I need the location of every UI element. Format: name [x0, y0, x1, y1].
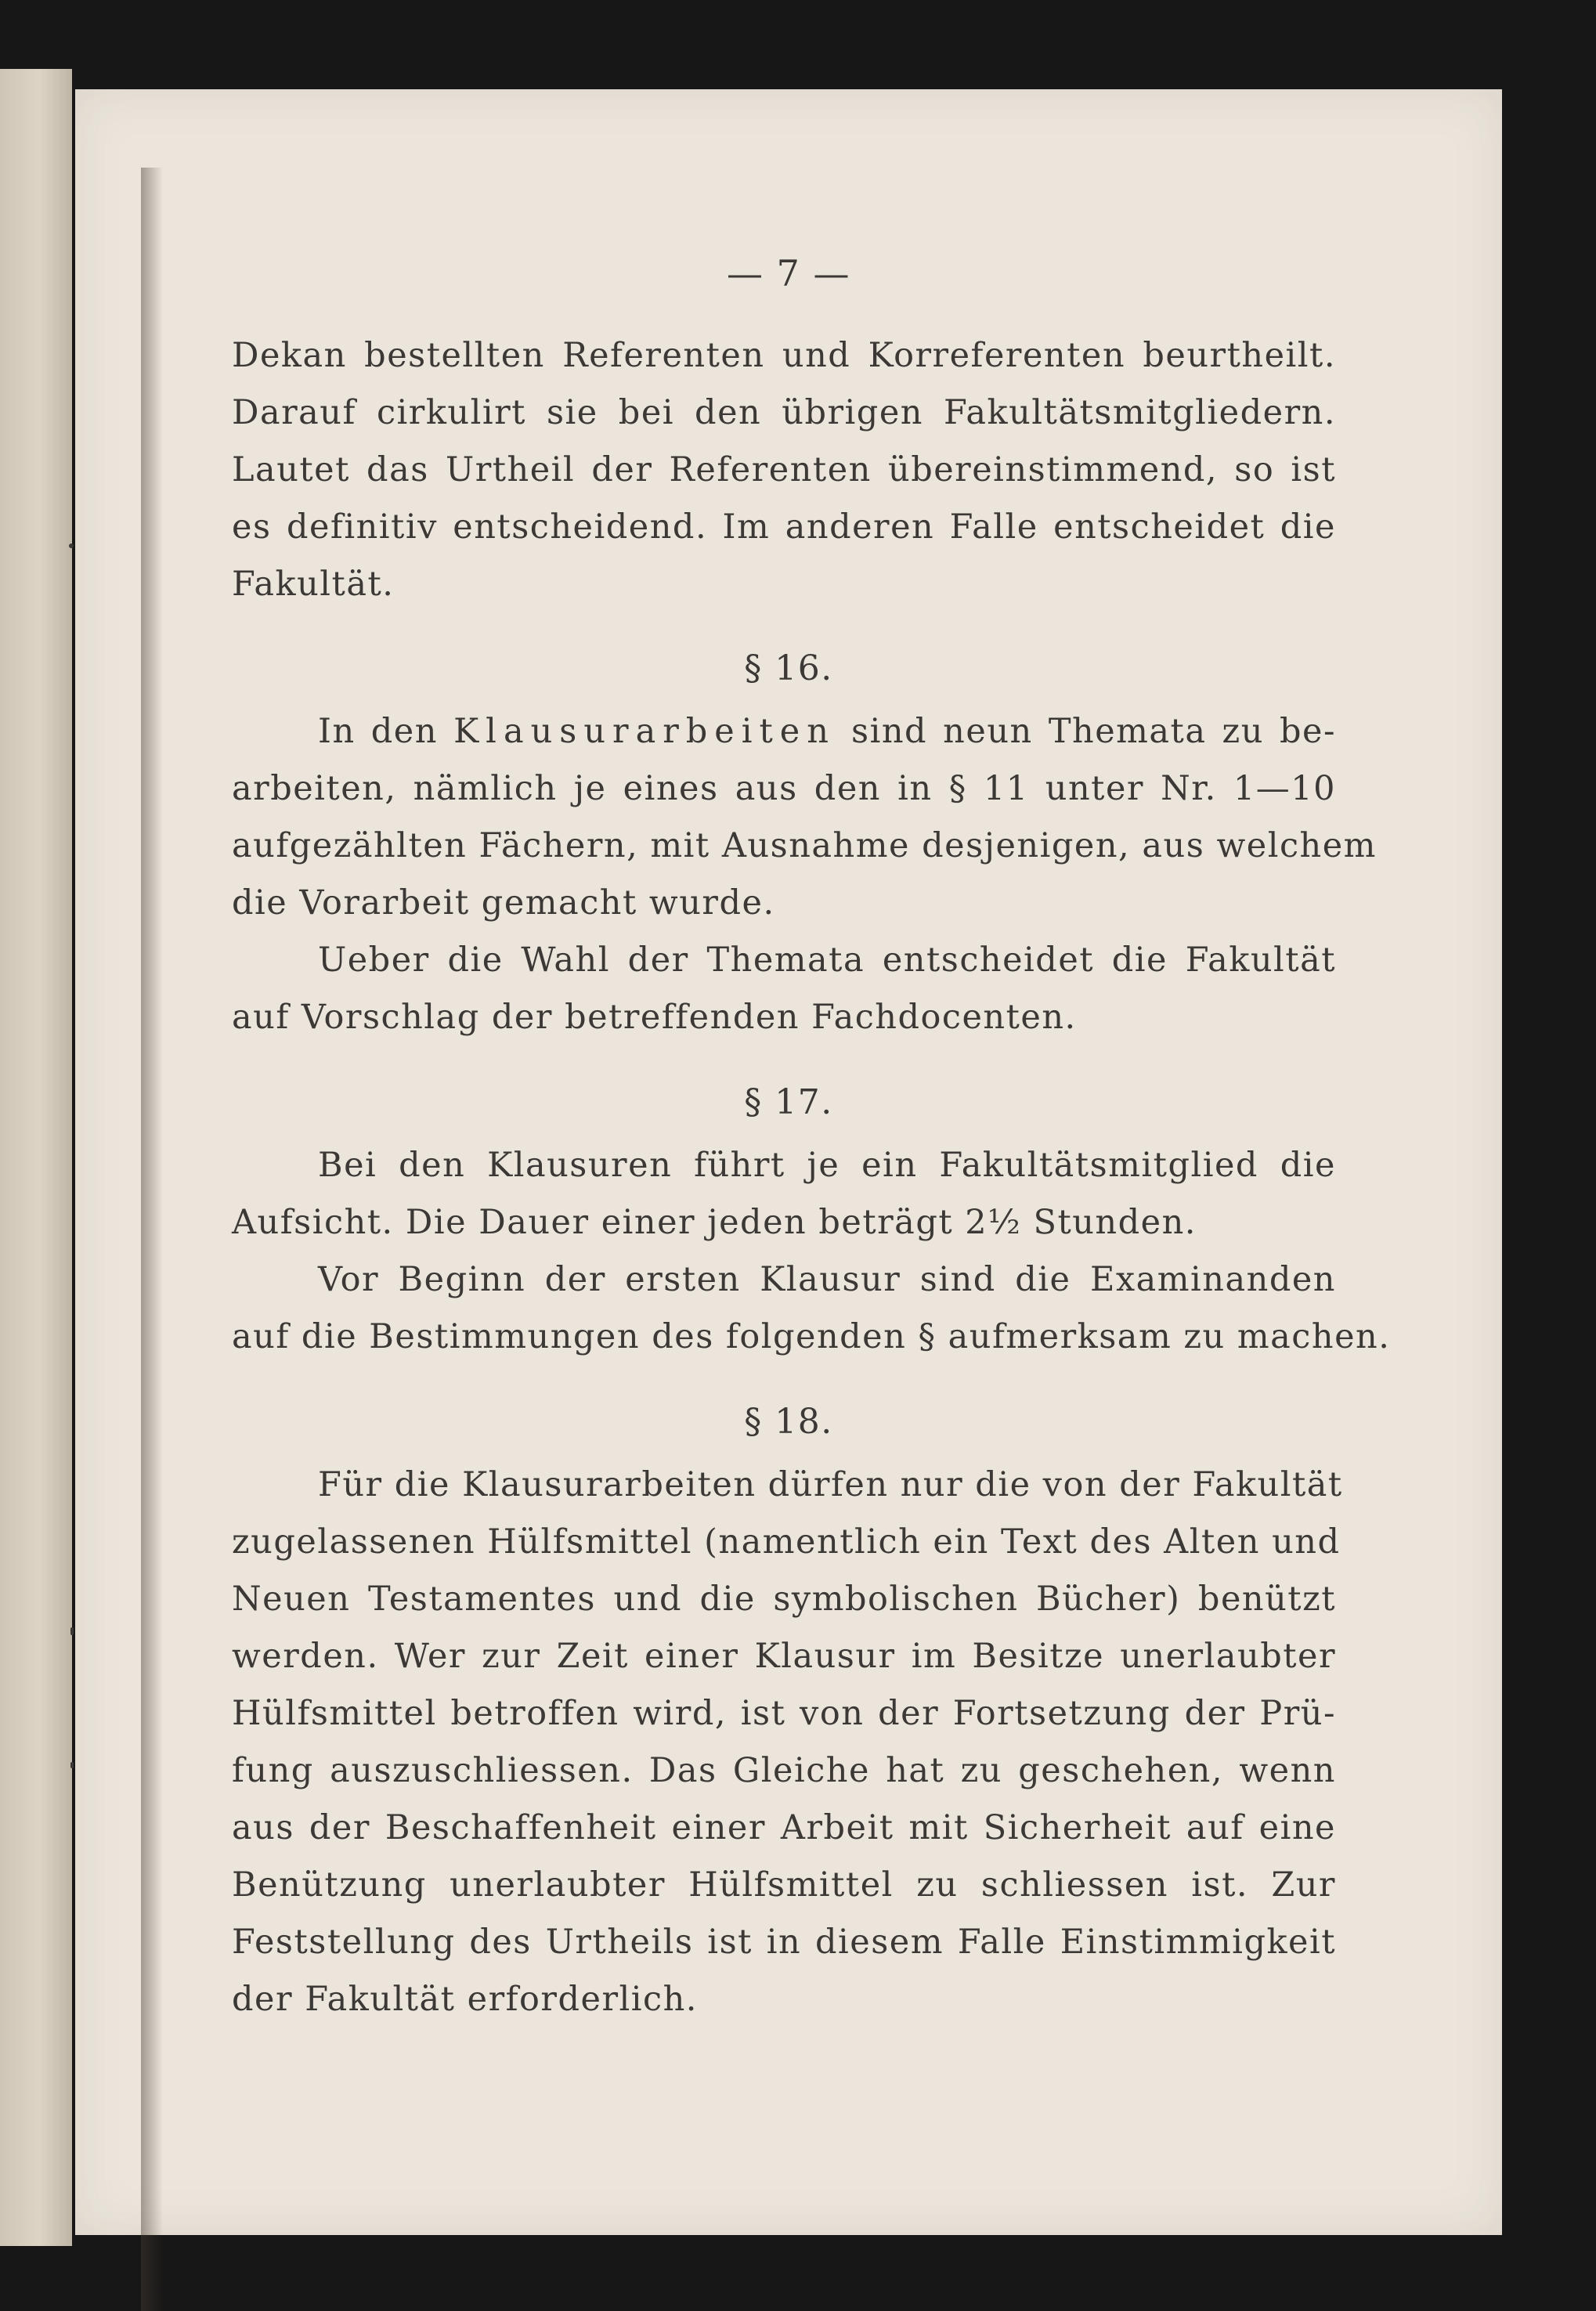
section-heading-18: § 18. [744, 1402, 833, 1442]
body-line: Für die Klausurarbeiten dürfen nur die von der Fakultät [318, 1465, 1343, 1504]
body-text: sind neun Themata zu be- [851, 712, 1337, 751]
body-line: Darauf cirkulirt sie bei den übrigen Fakultätsmitgliedern. [232, 393, 1336, 432]
body-line: arbeiten, nämlich je eines aus den in § 11 unter Nr. 1—10 [232, 769, 1336, 808]
body-line: zugelassenen Hülfsmittel (namentlich ein Text des Alten und [232, 1522, 1341, 1562]
body-line: Bei den Klausuren führt je ein Fakultätsmitglied die [318, 1146, 1336, 1185]
gutter-shadow [141, 168, 163, 2311]
body-line: Aufsicht. Die Dauer einer jeden beträgt 2½ Stunden. [232, 1203, 1197, 1242]
section-heading-17: § 17. [744, 1082, 833, 1122]
body-line: es definitiv entscheidend. Im anderen Falle entscheidet die [232, 507, 1336, 547]
section-heading-16: § 16. [744, 648, 833, 688]
body-line: Benützung unerlaubter Hülfsmittel zu schliessen ist. Zur [232, 1865, 1336, 1905]
body-text: In den [318, 712, 438, 751]
body-line: aufgezählten Fächern, mit Ausnahme desjenigen, aus welchem [232, 826, 1377, 865]
body-line: fung auszuschliessen. Das Gleiche hat zu geschehen, wenn [232, 1751, 1336, 1790]
body-line: Vor Beginn der ersten Klausur sind die Examinanden [318, 1260, 1336, 1299]
body-line: aus der Beschaffenheit einer Arbeit mit Sicherheit auf eine [232, 1808, 1336, 1847]
margin-mark [69, 543, 74, 548]
body-line: Ueber die Wahl der Themata entscheidet die Fakultät [318, 941, 1336, 980]
body-line: Dekan bestellten Referenten und Korreferenten beurtheilt. [232, 336, 1336, 375]
body-line [318, 708, 1336, 755]
body-line: Fakultät. [232, 565, 395, 604]
body-line: auf die Bestimmungen des folgenden § aufmerksam zu machen. [232, 1317, 1391, 1356]
page-number: — 7 — [726, 252, 850, 294]
body-line: die Vorarbeit gemacht wurde. [232, 883, 775, 923]
body-line: Hülfsmittel betroffen wird, ist von der Fortsetzung der Prü- [232, 1694, 1336, 1733]
body-line: werden. Wer zur Zeit einer Klausur im Besitze unerlaubter [232, 1637, 1336, 1676]
previous-page-edge [0, 69, 72, 2246]
emphasized-term: Klausurarbeiten [453, 712, 836, 751]
body-line: Neuen Testamentes und die symbolischen Bücher) benützt [232, 1580, 1336, 1619]
body-line: der Fakultät erforderlich. [232, 1980, 698, 2019]
body-line: Lautet das Urtheil der Referenten übereinstimmend, so ist [232, 450, 1336, 489]
body-line: Feststellung des Urtheils ist in diesem Falle Einstimmigkeit [232, 1923, 1336, 1962]
margin-mark [70, 1762, 74, 1768]
margin-mark [70, 1627, 74, 1635]
body-line: auf Vorschlag der betreffenden Fachdocenten. [232, 998, 1077, 1037]
document-page [75, 89, 1502, 2235]
